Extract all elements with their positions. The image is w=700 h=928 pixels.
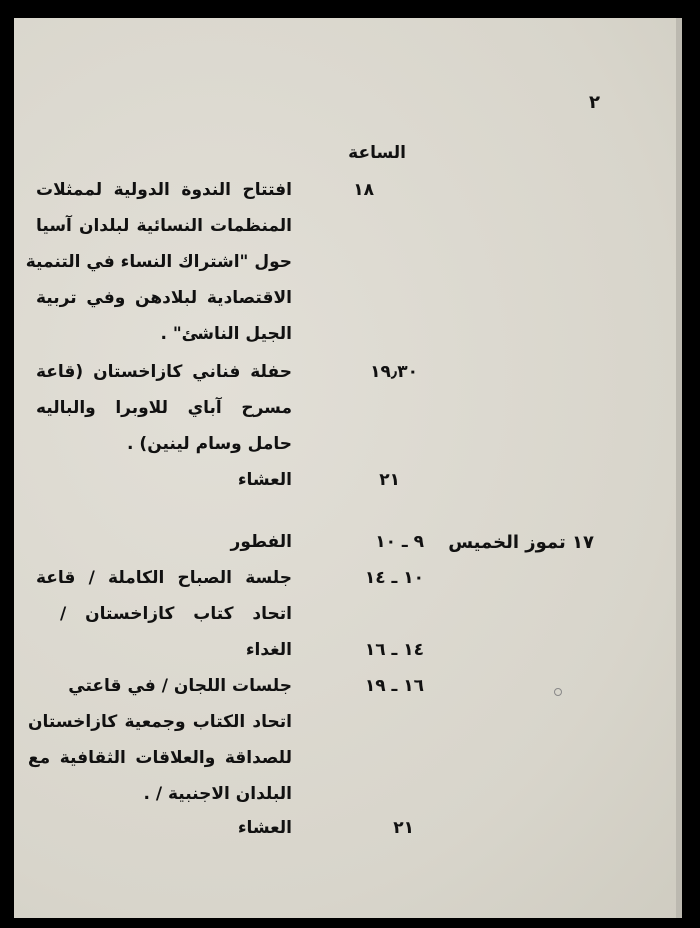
entry-line: الغداء: [245, 640, 292, 660]
time-9-10: ٩ ـ ١٠: [375, 532, 424, 552]
entry-line: العشاء: [237, 818, 292, 838]
entry-line: جلسات اللجان / في قاعتي: [68, 676, 292, 696]
entry-line: اتحاد كتاب كازاخستان /: [60, 604, 292, 624]
time-10-14: ١٠ ـ ١٤: [364, 568, 424, 588]
time-19-30: ١٩٫٣٠: [370, 362, 418, 382]
page-number: ٢: [589, 92, 600, 113]
entry-line: حول "اشتراك النساء في التنمية: [25, 252, 292, 272]
entry-line: افتتاح الندوة الدولية لممثلات: [36, 180, 292, 200]
entry-line: للصداقة والعلاقات الثقافية مع: [28, 748, 292, 768]
entry-line: جلسة الصباح الكاملة / قاعة: [36, 568, 292, 588]
time-21: ٢١: [393, 818, 414, 838]
entry-line: العشاء: [237, 470, 292, 490]
time-14-16: ١٤ ـ ١٦: [364, 640, 424, 660]
time-column-header: الساعة: [348, 143, 406, 163]
entry-line: الفطور: [230, 532, 292, 552]
entry-line: مسرح آباي للاوبرا والباليه: [36, 398, 292, 418]
date-thursday-17-july: ١٧ تموز الخميس: [448, 532, 594, 553]
paper-edge: [676, 18, 682, 918]
time-21: ٢١: [379, 470, 400, 490]
time-16-19: ١٦ ـ ١٩: [364, 676, 424, 696]
entry-line: اتحاد الكتاب وجمعية كازاخستان: [28, 712, 292, 732]
entry-line: المنظمات النسائية لبلدان آسيا: [36, 216, 292, 236]
paper-speck: [554, 688, 562, 696]
entry-line: البلدان الاجنبية / .: [143, 784, 292, 804]
entry-line: الجيل الناشئ" .: [160, 324, 292, 344]
entry-line: الاقتصادية لبلادهن وفي تربية: [36, 288, 292, 308]
entry-line: حامل وسام لينين) .: [127, 434, 292, 454]
entry-line: حفلة فناني كازاخستان (قاعة: [36, 362, 292, 382]
time-18: ١٨: [353, 180, 374, 200]
